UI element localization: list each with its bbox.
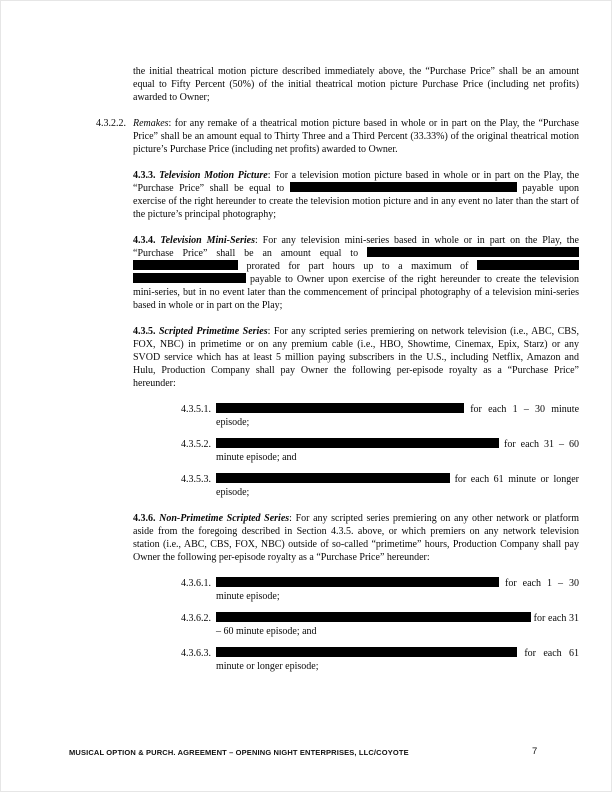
redaction-bar	[367, 247, 579, 257]
section-text: : For any scripted series premiering on any other network or platform aside from the foregoing described in Section 4.3.5. above, or which premiers on any network television station (i.e., ABC, CBS, FOX, NBC) outside of so-called “primetime” hours, Production Company shall pay Owner the following per-episode royalty as a “Purchase Price” hereunder:	[133, 513, 580, 563]
clause-text: for each 1 – 30 minute episode;	[216, 578, 580, 602]
section-text: payable upon exercise of the right hereunder to create the television motion picture and in any event no later than the start of the picture’s principal photography;	[133, 183, 579, 220]
clause-list-4-3-5	[133, 403, 579, 499]
section-4-3-4	[133, 234, 579, 312]
clause-4-3-5-1	[181, 403, 580, 429]
redaction-bar	[216, 647, 517, 657]
section-number: 4.3.4.	[133, 235, 156, 246]
section-title: Scripted Primetime Series	[159, 326, 268, 337]
redaction-bar	[477, 260, 579, 270]
contract-body	[96, 65, 580, 686]
section-4-3-6	[133, 512, 579, 564]
clause-text: for each 31 – 60 minute episode; and	[216, 439, 580, 463]
clause-list-4-3-6	[133, 577, 579, 673]
page-number: 7	[532, 746, 538, 757]
section-text: : For any television mini-series based in whole or in part on the Play, the “Purchase Price” shall be an amount equal to	[133, 235, 579, 259]
clause-4-3-2-1-continuation	[133, 65, 579, 104]
clause-4-3-6-1	[181, 577, 580, 603]
section-text: : For any scripted series premiering on network television (i.e., ABC, CBS, FOX, NBC) in primetime or on any premium cable (i.e., HBO, Showtime, Cinemax, Epix, Starz) or any SVOD service which has at least 5 million paying subscribers in the U.S., including Netflix, Amazon and Hulu, Production Company shall pay Owner the following per-episode royalty as a “Purchase Price” hereunder:	[133, 326, 580, 389]
clause-number: 4.3.5.1.	[181, 404, 211, 415]
clause-number: 4.3.6.3.	[181, 648, 211, 659]
section-text: payable to Owner upon exercise of the right hereunder to create the television mini-series, but in no event later than the commencement of principal photography of a television mini-series based in whole or in part on the Play;	[133, 274, 579, 311]
clause-number: 4.3.6.2.	[181, 613, 211, 624]
clause-4-3-6-3	[181, 647, 579, 673]
clause-text: for each 61 minute or longer episode;	[216, 648, 579, 672]
section-number: 4.3.3.	[133, 170, 156, 181]
clause-number: 4.3.5.2.	[181, 439, 211, 450]
section-title: Television Mini-Series	[160, 235, 255, 246]
redaction-bar	[216, 403, 464, 413]
clause-4-3-5-3	[181, 473, 579, 499]
clause-title: Remakes	[133, 118, 169, 129]
redaction-bar	[216, 577, 499, 587]
clause-4-3-5-2	[181, 438, 580, 464]
section-4-3-3	[133, 169, 579, 221]
footer-document-title: MUSICAL OPTION & PURCH. AGREEMENT – OPENING NIGHT ENTERPRISES, LLC/COYOTE	[69, 748, 409, 757]
section-number: 4.3.5.	[133, 326, 156, 337]
section-text: : For a television motion picture based in whole or in part on the Play, the “Purchase Price” shall be equal to	[133, 170, 580, 194]
redaction-bar	[290, 182, 517, 192]
redaction-bar	[216, 612, 531, 622]
clause-number: 4.3.6.1.	[181, 578, 211, 589]
clause-4-3-2-2	[96, 117, 579, 156]
redaction-bar	[133, 273, 246, 283]
clause-text: the initial theatrical motion picture described immediately above, the “Purchase Price” shall be an amount equal to Fifty Percent (50%) of the initial theatrical motion picture Purchase Price (including net profits) awarded to Owner;	[133, 66, 579, 103]
section-number: 4.3.6.	[133, 513, 156, 524]
redaction-bar	[216, 473, 450, 483]
section-4-3-5	[133, 325, 579, 390]
section-text: prorated for part hours up to a maximum of	[246, 261, 469, 272]
section-title: Television Motion Picture	[159, 170, 268, 181]
clause-number: 4.3.5.3.	[181, 474, 211, 485]
redaction-bar	[216, 438, 499, 448]
clause-text: for each 61 minute or longer episode;	[216, 474, 579, 498]
clause-text: for each 31 – 60 minute episode; and	[216, 613, 579, 637]
section-title: Non-Primetime Scripted Series	[159, 513, 290, 524]
clause-text: : for any remake of a theatrical motion picture based in whole or in part on the Play, the “Purchase Price” shall be an amount equal to Thirty Three and a Third Percent (33.33%) of the original theatrical motion picture’s Purchase Price (including net profits) awarded to Owner.	[133, 118, 579, 155]
clause-4-3-6-2	[181, 612, 579, 638]
clause-text: for each 1 – 30 minute episode;	[216, 404, 580, 428]
redaction-bar	[133, 260, 238, 270]
clause-number: 4.3.2.2.	[96, 118, 126, 129]
